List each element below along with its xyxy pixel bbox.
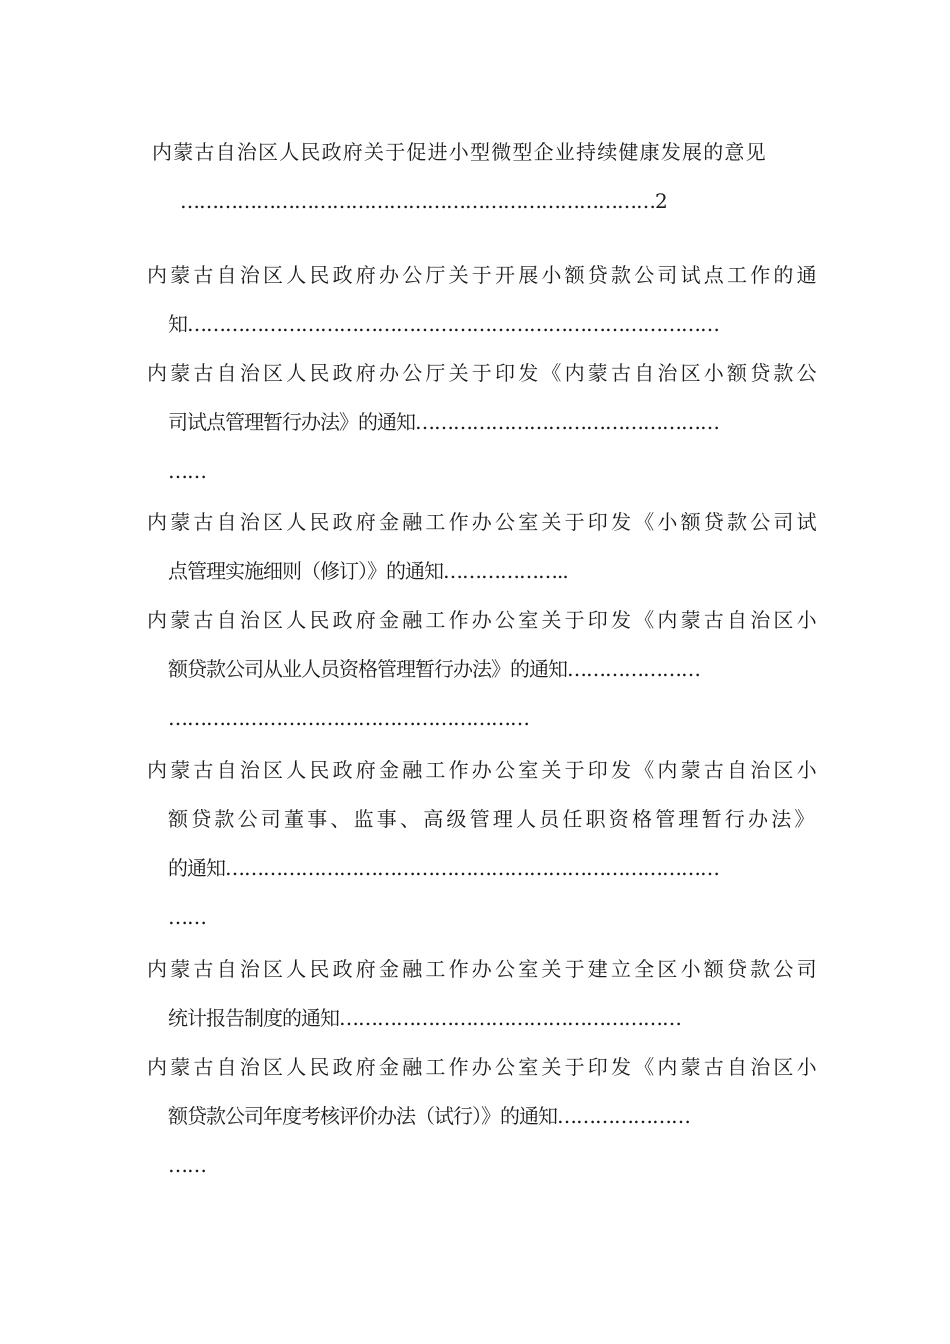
toc-entry-1-leader: …………………………………………………………………2 <box>180 189 667 213</box>
toc-entry-6-title: 内蒙古自治区人民政府金融工作办公室关于印发《内蒙古自治区小 <box>147 758 820 782</box>
toc-entry-6-line-2: 额贷款公司董事、监事、高级管理人员任职资格管理暂行办法》 <box>168 807 818 831</box>
toc-entry-8-line-2: 额贷款公司年度考核评价办法（试行）》的通知………………… <box>168 1104 690 1128</box>
toc-entry-6-line-3: 的通知…………………………………………………………………… <box>168 856 719 880</box>
toc-entry-2-title: 内蒙古自治区人民政府办公厅关于开展小额贷款公司试点工作的通 <box>147 263 820 287</box>
toc-entry-1-title: 内蒙古自治区人民政府关于促进小型微型企业持续健康发展的意见 <box>152 140 767 164</box>
toc-entry-3-title: 内蒙古自治区人民政府办公厅关于印发《内蒙古自治区小额贷款公 <box>147 361 820 385</box>
toc-entry-5-leader: ………………………………………………… <box>168 706 529 730</box>
toc-entry-3-line-2: 司试点管理暂行办法》的通知………………………………………… <box>168 410 719 434</box>
toc-entry-3-leader: …… <box>168 459 206 483</box>
toc-entry-8-leader: …… <box>168 1153 206 1177</box>
toc-entry-5-line-2: 额贷款公司从业人员资格管理暂行办法》的通知………………… <box>168 657 700 681</box>
toc-entry-5-title: 内蒙古自治区人民政府金融工作办公室关于印发《内蒙古自治区小 <box>147 608 820 632</box>
toc-entry-7-line-2: 统计报告制度的通知……………………………………………… <box>168 1006 681 1030</box>
toc-entry-6-leader: …… <box>168 905 206 929</box>
toc-entry-7-title: 内蒙古自治区人民政府金融工作办公室关于建立全区小额贷款公司 <box>147 957 820 981</box>
toc-entry-4-title: 内蒙古自治区人民政府金融工作办公室关于印发《小额贷款公司试 <box>147 510 820 534</box>
toc-entry-8-title: 内蒙古自治区人民政府金融工作办公室关于印发《内蒙古自治区小 <box>147 1055 820 1079</box>
toc-entry-4-line-2: 点管理实施细则（修订）》的通知……………….. <box>168 559 568 583</box>
toc-entry-2-leader: 知………………………………………………………………………… <box>168 312 719 336</box>
